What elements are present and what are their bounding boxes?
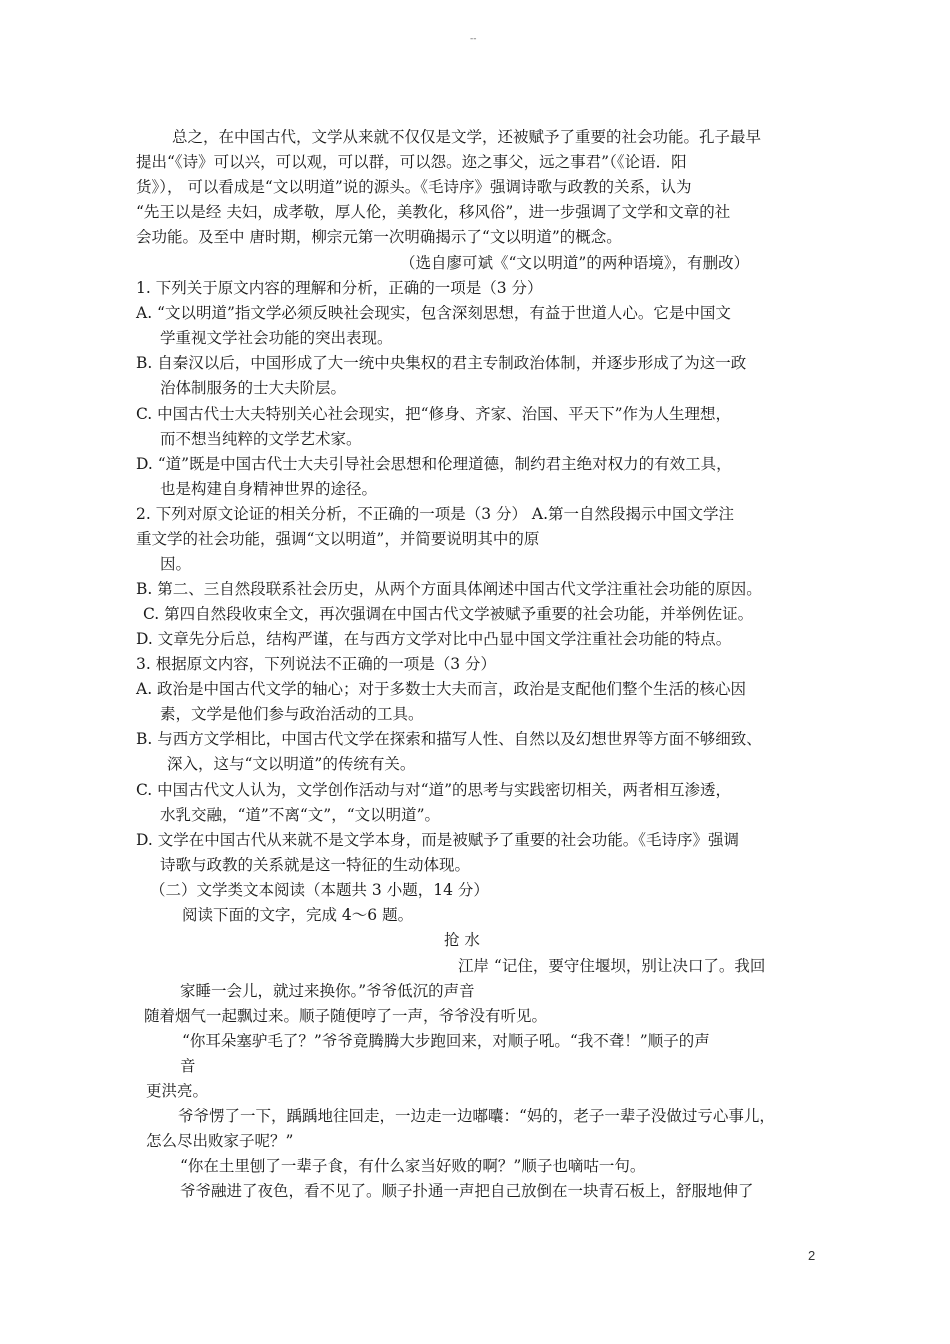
story-line: “你在土里刨了一辈子食，有什么家当好败的啊？”顺子也嘀咕一句。 xyxy=(180,1157,646,1175)
option-b: B. 自秦汉以后，中国形成了大一统中央集权的君主专制政治体制，并逐步形成了为这一政 xyxy=(136,354,747,372)
question-stem: 3. 根据原文内容，下列说法不正确的一项是（3 分） xyxy=(136,655,497,673)
option-d: D. 文学在中国古代从来就不是文学本身，而是被赋予了重要的社会功能。《毛诗序》强调 xyxy=(136,831,739,849)
question-stem: 2. 下列对原文论证的相关分析，不正确的一项是（3 分） A.第一自然段揭示中国文学注 xyxy=(136,505,735,523)
story-line: 更洪亮。 xyxy=(146,1082,209,1100)
option-b-cont: 深入，这与“文以明道”的传统有关。 xyxy=(167,755,416,773)
option-c-cont: 而不想当纯粹的文学艺术家。 xyxy=(160,430,362,448)
story-line: 爷爷融进了夜色，看不见了。顺子扑通一声把自己放倒在一块青石板上，舒服地伸了 xyxy=(180,1182,754,1200)
question-stem-cont: 重文学的社会功能，强调“文以明道”，并简要说明其中的原 xyxy=(136,530,540,548)
intro-line: 提出“《诗》可以兴，可以观，可以群，可以怨。迩之事父，远之事君”（《论语．阳 xyxy=(136,153,687,171)
story-line: 江岸 “记住，要守住堰坝，别让决口了。我回 xyxy=(458,957,766,975)
section-heading: （二）文学类文本阅读（本题共 3 小题，14 分） xyxy=(150,881,489,899)
option-b: B. 第二、三自然段联系社会历史，从两个方面具体阐述中国古代文学注重社会功能的原因。 xyxy=(136,580,762,598)
option-a: A. “文以明道”指文学必须反映社会现实，包含深刻思想，有益于世道人心。它是中国文 xyxy=(136,304,731,322)
header-mark: -- xyxy=(470,34,477,44)
option-a-cont: 学重视文学社会功能的突出表现。 xyxy=(160,329,393,347)
story-line: 爷爷愣了一下，踽踽地往回走，一边走一边嘟囔：“妈的，老子一辈子没做过亏心事儿， xyxy=(178,1107,775,1125)
story-line: 随着烟气一起飘过来。顺子随便哼了一声，爷爷没有听见。 xyxy=(144,1007,548,1025)
intro-line: 会功能。及至中 唐时期，柳宗元第一次明确揭示了“文以明道”的概念。 xyxy=(136,228,622,246)
intro-line: 总之，在中国古代，文学从来就不仅仅是文学，还被赋予了重要的社会功能。孔子最早 xyxy=(172,128,762,146)
story-line: “你耳朵塞驴毛了？”爷爷竟腾腾大步跑回来，对顺子吼。“我不聋！”顺子的声 xyxy=(182,1032,710,1050)
option-c: C. 中国古代文人认为，文学创作活动与对“道”的思考与实践密切相关，两者相互渗透， xyxy=(136,781,732,799)
story-line: 怎么尽出败家子呢？” xyxy=(146,1132,294,1150)
question-stem-cont: 因。 xyxy=(160,555,192,573)
option-d-cont: 也是构建自身精神世界的途径。 xyxy=(160,480,378,498)
story-title: 抢 水 xyxy=(444,931,480,949)
story-line: 家睡一会儿，就过来换你。”爷爷低沉的声音 xyxy=(180,982,475,1000)
intro-line: “先王以是经 夫妇，成孝敬，厚人伦，美教化，移风俗”，进一步强调了文学和文章的社 xyxy=(136,203,731,221)
page-number: 2 xyxy=(808,1248,816,1263)
story-line: 音 xyxy=(180,1057,196,1075)
question-stem: 1. 下列关于原文内容的理解和分析，正确的一项是（3 分） xyxy=(136,279,543,297)
option-d: D. 文章先分后总，结构严谨，在与西方文学对比中凸显中国文学注重社会功能的特点。 xyxy=(136,630,732,648)
option-a-cont: 素，文学是他们参与政治活动的工具。 xyxy=(160,705,424,723)
option-c-cont: 水乳交融，“道”不离“文”，“文以明道”。 xyxy=(160,806,441,824)
option-b: B. 与西方文学相比，中国古代文学在探索和描写人性、自然以及幻想世界等方面不够细致、 xyxy=(136,730,762,748)
option-d: D. “道”既是中国古代士大夫引导社会思想和伦理道德，制约君主绝对权力的有效工具， xyxy=(136,455,732,473)
source-note: （选自廖可斌《“文以明道”的两种语境》，有删改） xyxy=(400,254,750,272)
option-a: A. 政治是中国古代文学的轴心；对于多数士大夫而言，政治是支配他们整个生活的核心因 xyxy=(136,680,747,698)
section-instruction: 阅读下面的文字，完成 4～6 题。 xyxy=(182,906,414,924)
option-b-cont: 治体制服务的士大夫阶层。 xyxy=(160,379,347,397)
option-c: C. 第四自然段收束全文，再次强调在中国古代文学被赋予重要的社会功能，并举例佐证。 xyxy=(143,605,754,623)
intro-line: 货》）， 可以看成是“文以明道”说的源头。《毛诗序》强调诗歌与政教的关系，认为 xyxy=(136,178,692,196)
option-d-cont: 诗歌与政教的关系就是这一特征的生动体现。 xyxy=(160,856,471,874)
option-c: C. 中国古代士大夫特别关心社会现实，把“修身、齐家、治国、平天下”作为人生理想， xyxy=(136,405,732,423)
